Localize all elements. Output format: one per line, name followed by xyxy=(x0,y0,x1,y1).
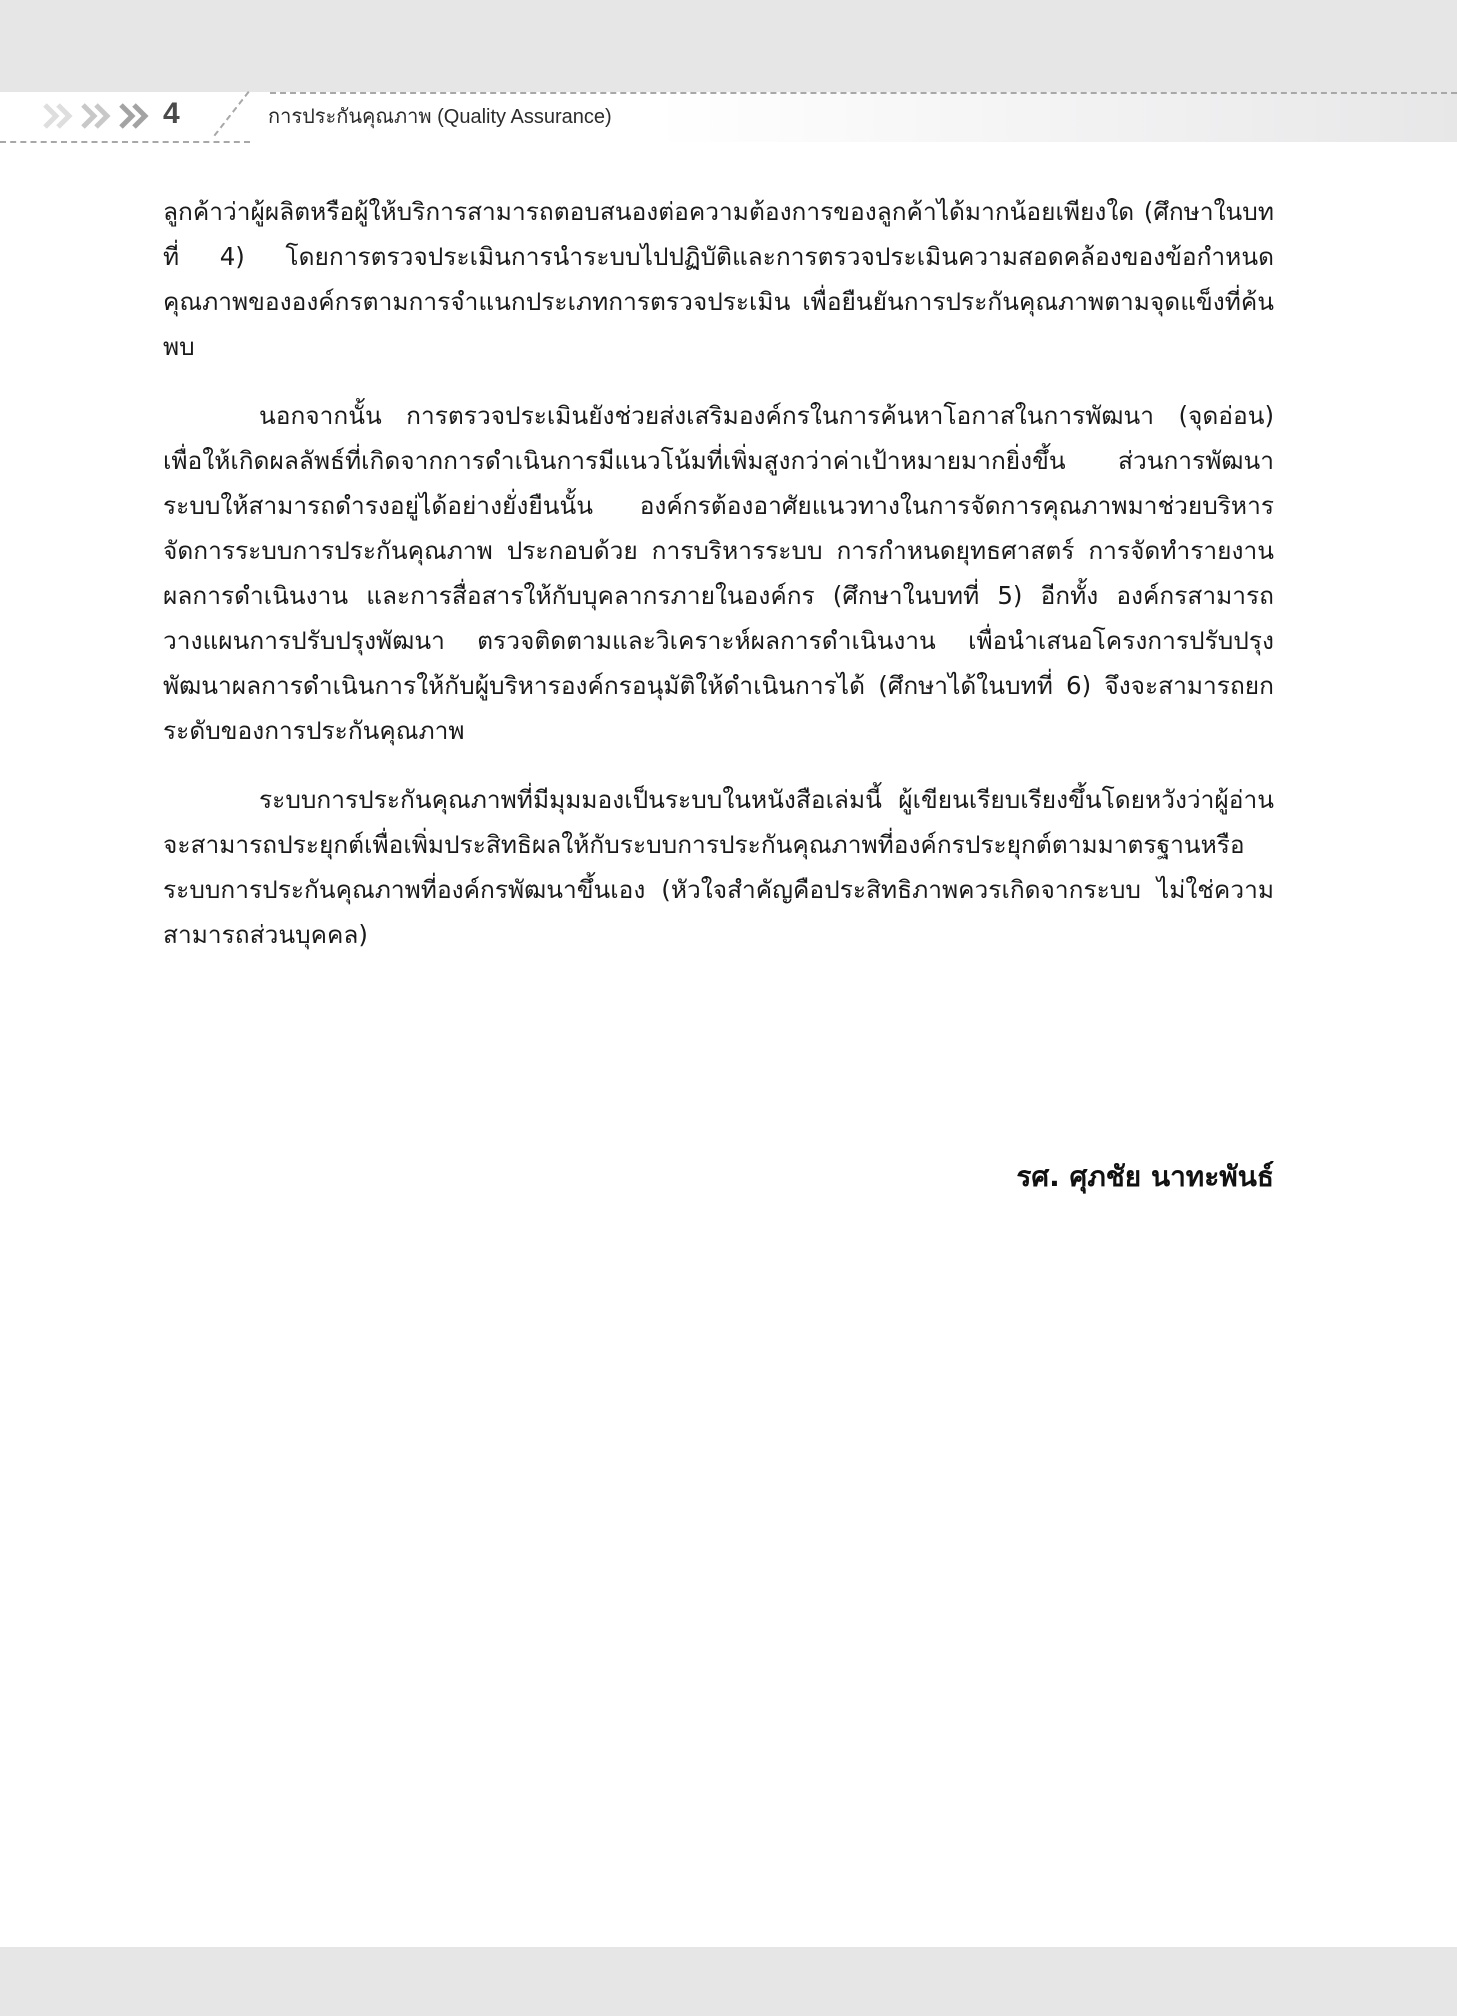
header-chevrons xyxy=(42,100,156,132)
double-chevron-right-icon xyxy=(42,102,76,130)
header-divider-bottom xyxy=(0,141,250,143)
paragraph-2: นอกจากนั้น การตรวจประเมินยังช่วยส่งเสริมองค์กรในการค้นหาโอกาสในการพัฒนา (จุดอ่อน) เพื่อให้เกิดผลลัพธ์ที่เกิดจากการดำเนินการมีแนวโน้มที่เพิ่มสูงกว่าค่าเป้าหมายมากยิ่งขึ้น ส่วนการพัฒนาระบบให้สามารถดำรงอยู่ได้อย่างยั่งยืนนั้น องค์กรต้องอาศัยแนวทางในการจัดการคุณภาพมาช่วยบริหารจัดการระบบการประกันคุณภาพ ประกอบด้วย การบริหารระบบ การกำหนดยุทธศาสตร์ การจัดทำรายงานผลการดำเนินงาน และการสื่อสารให้กับบุคลากรภายในองค์กร (ศึกษาในบทที่ 5) อีกทั้ง องค์กรสามารถวางแผนการปรับปรุงพัฒนา ตรวจติดตามและวิเคราะห์ผลการดำเนินงาน เพื่อนำเสนอโครงการปรับปรุงพัฒนาผลการดำเนินการให้กับผู้บริหารองค์กรอนุมัติให้ดำเนินการได้ (ศึกษาได้ในบทที่ 6) จึงจะสามารถยกระดับของการประกันคุณภาพ xyxy=(163,401,1274,745)
author-signature: รศ. ศุภชัย นาทะพันธ์ xyxy=(1016,1160,1274,1193)
page-header xyxy=(0,92,1457,142)
paragraph-1: ลูกค้าว่าผู้ผลิตหรือผู้ให้บริการสามารถตอบสนองต่อความต้องการของลูกค้าได้มากน้อยเพียงใด (ศึกษาในบทที่ 4) โดยการตรวจประเมินการนำระบบไปปฏิบัติและการตรวจประเมินความสอดคล้องของข้อกำหนดคุณภาพขององค์กรตามการจำแนกประเภทการตรวจประเมิน เพื่อยืนยันการประกันคุณภาพตามจุดแข็งที่ค้นพบ xyxy=(163,197,1274,361)
double-chevron-right-icon xyxy=(118,102,152,130)
running-title: การประกันคุณภาพ (Quality Assurance) xyxy=(268,106,612,128)
document-page xyxy=(0,92,1457,1947)
body-text xyxy=(163,189,1274,981)
header-divider-top xyxy=(270,92,1457,94)
page-number: 4 xyxy=(163,97,180,130)
paragraph-3: ระบบการประกันคุณภาพที่มีมุมมองเป็นระบบในหนังสือเล่มนี้ ผู้เขียนเรียบเรียงขึ้นโดยหวังว่าผู้อ่านจะสามารถประยุกต์เพื่อเพิ่มประสิทธิผลให้กับระบบการประกันคุณภาพที่องค์กรประยุกต์ตามมาตรฐานหรือระบบการประกันคุณภาพที่องค์กรพัฒนาขึ้นเอง (หัวใจสำคัญคือประสิทธิภาพควรเกิดจากระบบ ไม่ใช่ความสามารถส่วนบุคคล) xyxy=(163,785,1274,949)
header-divider-slash xyxy=(214,91,250,136)
double-chevron-right-icon xyxy=(80,102,114,130)
